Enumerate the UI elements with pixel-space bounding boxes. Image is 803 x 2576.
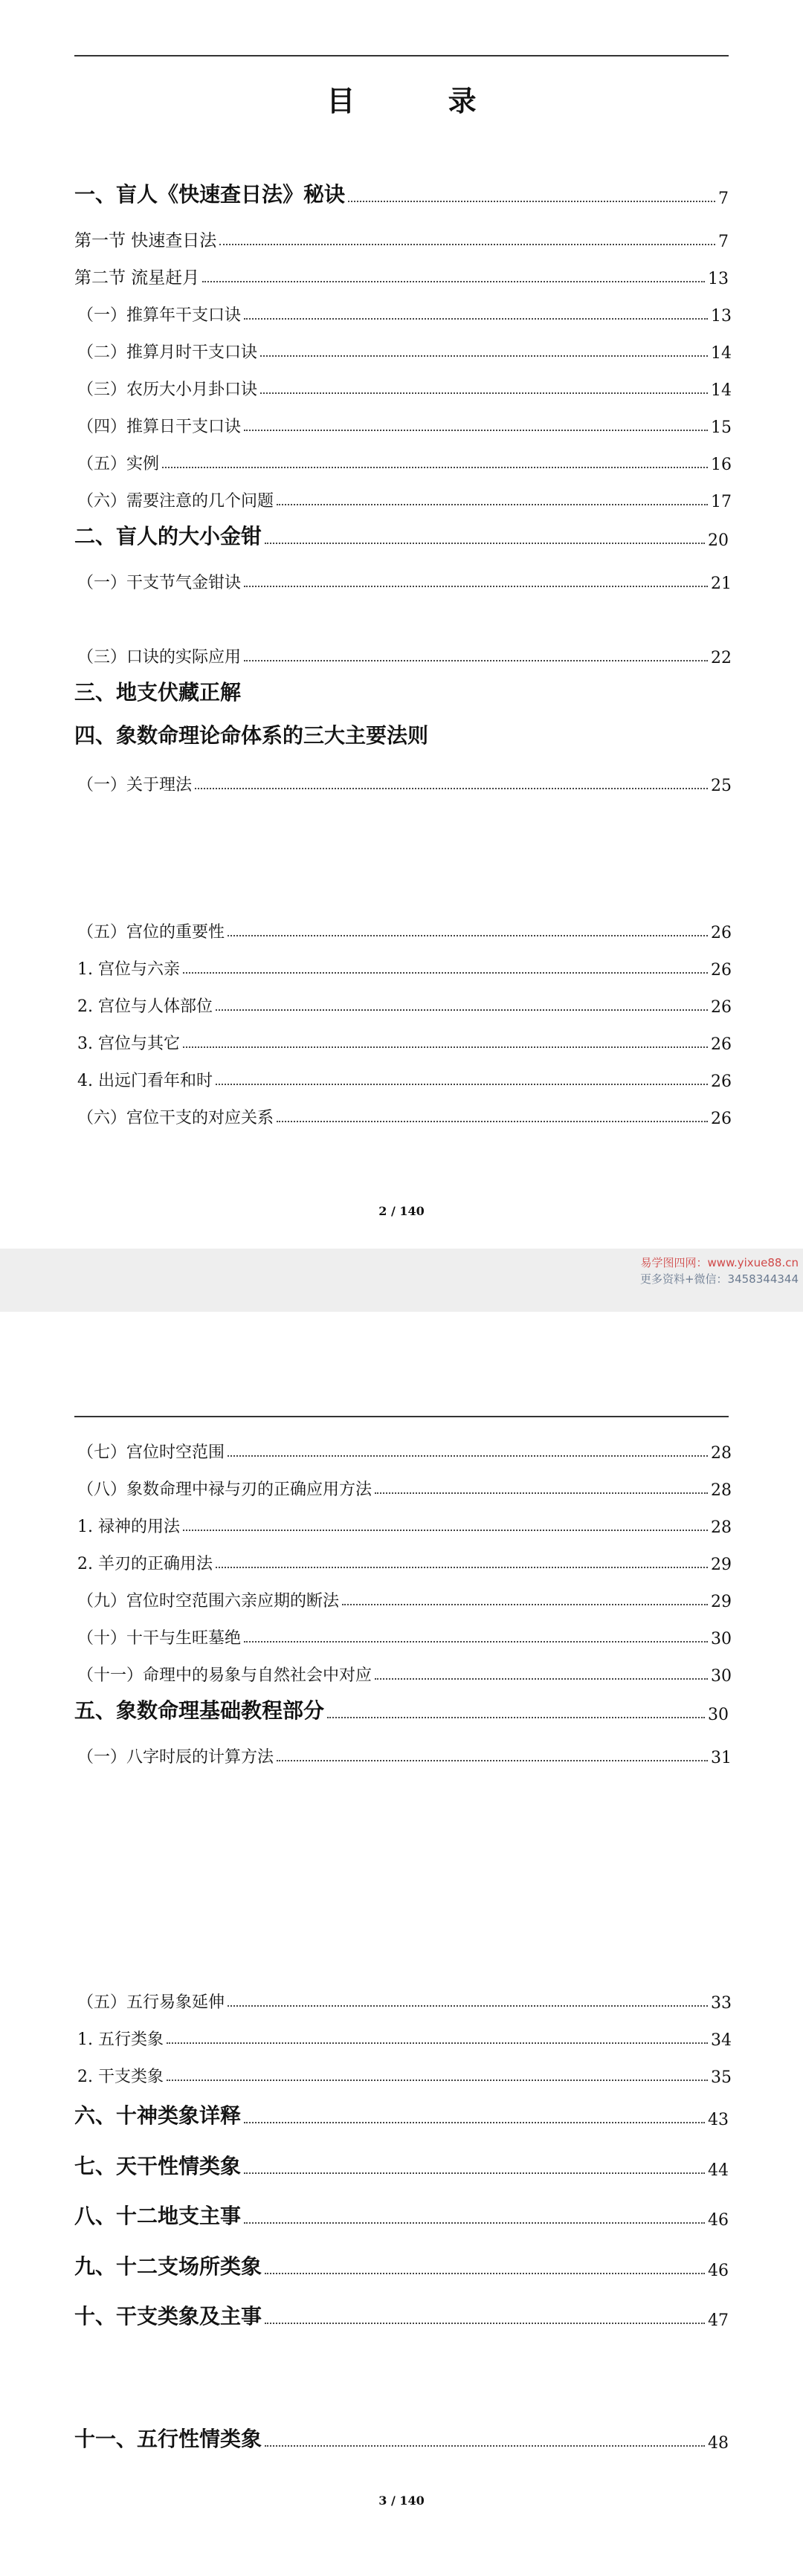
toc-entry-page: 34 <box>711 2031 732 2050</box>
toc-entry-label: 1. 五行类象 <box>77 2030 164 2049</box>
toc-entry-label: 1. 宫位与六亲 <box>77 960 180 979</box>
toc-entry[interactable] <box>77 333 732 363</box>
toc-entry-page: 15 <box>711 418 732 437</box>
toc-entry-label: 3. 宫位与其它 <box>77 1035 180 1053</box>
toc-leader-dots <box>342 1604 708 1605</box>
toc-entry[interactable] <box>74 2423 729 2453</box>
toc-entry-label: （十一）命理中的易象与自然社会中对应 <box>77 1666 373 1685</box>
watermark-line-2: 更多资料+微信：3458344344 <box>639 1272 799 1286</box>
toc-entry-page: 46 <box>708 2211 729 2230</box>
toc-leader-dots <box>375 1678 708 1680</box>
toc-entry-page: 30 <box>711 1630 732 1648</box>
toc-entry-label: （五）实例 <box>77 455 160 473</box>
toc-leader-dots <box>244 318 708 320</box>
toc-leader-dots <box>244 2122 705 2123</box>
toc-entry-label: 十、干支类象及主事 <box>74 2304 262 2329</box>
toc-entry[interactable] <box>77 1544 732 1574</box>
toc-entry-label: （九）宫位时空范围六亲应期的断法 <box>77 1592 340 1611</box>
toc-entry[interactable] <box>77 1098 732 1128</box>
toc-entry-page: 26 <box>711 1072 732 1091</box>
toc-leader-dots <box>228 1455 708 1457</box>
toc-entry-page: 29 <box>711 1556 732 1574</box>
toc-entry-page: 48 <box>708 2434 729 2453</box>
toc-leader-dots <box>216 1567 708 1568</box>
toc-leader-dots <box>327 1717 705 1718</box>
toc-entry-page: 26 <box>711 1035 732 1054</box>
toc-entry[interactable] <box>74 259 729 288</box>
toc-leader-dots <box>228 935 708 936</box>
watermark-line-1: 易学图四网：www.yixue88.cn <box>640 1256 799 1269</box>
toc-leader-dots <box>260 355 708 357</box>
toc-entry-page: 33 <box>711 1994 732 2013</box>
toc-entry-label: 一、盲人《快速查日法》秘诀 <box>74 182 346 207</box>
toc-entry-page: 26 <box>711 998 732 1017</box>
toc-entry-page: 25 <box>711 777 732 795</box>
toc-entry-page: 26 <box>711 1110 732 1128</box>
toc-entry-label: （七）宫位时空范围 <box>77 1443 225 1462</box>
toc-entry[interactable] <box>74 2200 729 2230</box>
toc-leader-dots <box>244 430 708 431</box>
toc-leader-dots <box>277 504 708 505</box>
toc-leader-dots <box>219 244 715 245</box>
document-page-3 <box>0 1312 803 2576</box>
toc-leader-dots <box>216 1009 708 1011</box>
toc-entry-label: （三）农历大小月卦口诀 <box>77 381 258 399</box>
toc-leader-dots <box>228 2005 708 2007</box>
toc-entry[interactable] <box>74 2100 729 2129</box>
toc-entry[interactable] <box>74 2250 729 2280</box>
toc-entry[interactable] <box>77 2057 732 2087</box>
toc-entry-label: 十一、五行性情类象 <box>74 2427 262 2451</box>
toc-leader-dots <box>244 660 708 661</box>
toc-entry[interactable] <box>77 766 732 795</box>
toc-entry-page: 31 <box>711 1749 732 1767</box>
toc-title: 目 录 <box>326 84 518 117</box>
toc-entry[interactable] <box>77 1470 732 1500</box>
toc-entry-label: 4. 出远门看年和时 <box>77 1072 213 1090</box>
toc-entry-label: （一）八字时辰的计算方法 <box>77 1748 274 1767</box>
toc-leader-dots <box>244 1641 708 1643</box>
watermark <box>640 1255 799 1287</box>
toc-entry-label: 2. 宫位与人体部位 <box>77 997 213 1016</box>
toc-entry-label: （五）五行易象延伸 <box>77 1993 225 2012</box>
toc-entry-label: （六）宫位干支的对应关系 <box>77 1109 274 1127</box>
toc-entry-page: 29 <box>711 1593 732 1611</box>
toc-leader-dots <box>183 1530 708 1531</box>
toc-entry[interactable] <box>77 444 732 474</box>
toc-leader-dots <box>167 2042 708 2044</box>
toc-entry-label: （八）象数命理中禄与刃的正确应用方法 <box>77 1480 373 1499</box>
toc-entry-page: 13 <box>711 307 732 326</box>
header-rule <box>74 1416 729 1417</box>
toc-leader-dots <box>244 586 708 587</box>
toc-entry-label: （六）需要注意的几个问题 <box>77 492 274 511</box>
toc-entry-page: 14 <box>711 344 732 363</box>
toc-entry-page: 17 <box>711 493 732 511</box>
toc-entry[interactable] <box>77 482 732 511</box>
toc-entry[interactable] <box>77 1656 732 1686</box>
toc-entry-label: 第二节 流星赶月 <box>74 268 200 288</box>
toc-entry-page: 22 <box>711 649 732 667</box>
toc-leader-dots <box>277 1121 708 1122</box>
toc-entry[interactable] <box>77 296 732 326</box>
toc-entry-page: 30 <box>708 1706 729 1724</box>
toc-entry[interactable] <box>77 1061 732 1091</box>
toc-entry-label: （十）十干与生旺墓绝 <box>77 1629 242 1648</box>
toc-entry-label: 2. 干支类象 <box>77 2068 164 2086</box>
toc-leader-dots <box>348 201 715 202</box>
toc-entry[interactable] <box>77 638 732 667</box>
toc-entry-label: 四、象数命理论命体系的三大主要法则 <box>74 723 429 748</box>
toc-entry-label: 九、十二支场所类象 <box>74 2254 262 2279</box>
toc-entry[interactable] <box>77 1738 732 1767</box>
toc-leader-dots <box>195 788 708 789</box>
toc-entry-label: （三）口诀的实际应用 <box>77 648 242 667</box>
toc-entry-label: （五）宫位的重要性 <box>77 923 225 942</box>
toc-leader-dots <box>216 1084 708 1085</box>
toc-leader-dots <box>265 2273 705 2274</box>
toc-leader-dots <box>202 281 705 282</box>
toc-leader-dots <box>183 1046 708 1048</box>
toc-entry[interactable] <box>74 1695 729 1724</box>
toc-entry[interactable] <box>77 563 732 593</box>
toc-entry[interactable] <box>77 407 732 437</box>
toc-entry[interactable] <box>77 913 732 942</box>
toc-entry-label: 二、盲人的大小金钳 <box>74 524 262 548</box>
toc-entry[interactable] <box>74 2300 729 2330</box>
toc-entry-label: （一）关于理法 <box>77 776 193 795</box>
toc-entry[interactable] <box>74 719 729 749</box>
toc-entry-label: （一）推算年干支口诀 <box>77 306 242 325</box>
toc-entry-label: （一）干支节气金钳诀 <box>77 574 242 592</box>
toc-entry[interactable] <box>74 676 729 706</box>
toc-entry-label: 七、天干性情类象 <box>74 2154 242 2178</box>
toc-entry-page: 26 <box>711 924 732 942</box>
toc-leader-dots <box>265 2445 705 2447</box>
toc-entry-page: 44 <box>708 2161 729 2180</box>
toc-entry[interactable] <box>77 1582 732 1611</box>
toc-entry-page: 28 <box>711 1481 732 1500</box>
toc-entry-page: 21 <box>711 575 732 593</box>
toc-entry-label: 1. 禄神的用法 <box>77 1518 180 1536</box>
toc-entry-label: 三、地支伏藏正解 <box>74 680 242 705</box>
toc-leader-dots <box>183 972 708 974</box>
toc-entry[interactable] <box>77 1619 732 1648</box>
toc-entry-page: 30 <box>711 1667 732 1686</box>
toc-entry[interactable] <box>77 1024 732 1054</box>
toc-entry[interactable] <box>77 370 732 400</box>
toc-entry[interactable] <box>77 2020 732 2050</box>
toc-entry-page: 46 <box>708 2262 729 2280</box>
toc-entry-label: 五、象数命理基础教程部分 <box>74 1698 325 1723</box>
toc-entry-page: 20 <box>708 531 729 550</box>
toc-entry-page: 35 <box>711 2068 732 2087</box>
toc-entry-page: 13 <box>708 270 729 288</box>
toc-entry-page: 28 <box>711 1444 732 1463</box>
page-number: 3 / 140 <box>378 2494 425 2508</box>
toc-entry[interactable] <box>74 2150 729 2180</box>
toc-entry[interactable] <box>74 178 729 208</box>
toc-leader-dots <box>162 467 708 468</box>
toc-entry-label: 第一节 快速查日法 <box>74 231 217 250</box>
toc-entry[interactable] <box>77 950 732 980</box>
toc-leader-dots <box>375 1492 708 1494</box>
toc-entry-label: 2. 羊刃的正确用法 <box>77 1555 213 1573</box>
toc-entry-page: 47 <box>708 2311 729 2330</box>
toc-leader-dots <box>277 1760 708 1761</box>
toc-entry[interactable] <box>77 1433 732 1463</box>
page-number: 2 / 140 <box>378 1204 425 1218</box>
toc-leader-dots <box>244 2172 705 2174</box>
toc-entry-page: 14 <box>711 381 732 400</box>
toc-leader-dots <box>244 2222 705 2224</box>
toc-entry-label: 六、十神类象详释 <box>74 2103 242 2128</box>
toc-entry[interactable] <box>77 1983 732 2013</box>
toc-entry[interactable] <box>77 1507 732 1537</box>
toc-entry[interactable] <box>74 221 729 251</box>
toc-leader-dots <box>265 2323 705 2324</box>
toc-entry[interactable] <box>77 987 732 1017</box>
toc-leader-dots <box>265 543 705 544</box>
toc-entry-page: 43 <box>708 2111 729 2129</box>
toc-entry-label: 八、十二地支主事 <box>74 2204 242 2228</box>
toc-leader-dots <box>260 392 708 394</box>
toc-entry-page: 7 <box>718 233 729 251</box>
toc-entry-label: （二）推算月时干支口诀 <box>77 343 258 362</box>
toc-entry-page: 7 <box>718 190 729 208</box>
toc-entry-page: 26 <box>711 961 732 980</box>
toc-entry-label: （四）推算日干支口诀 <box>77 418 242 436</box>
toc-entry-page: 16 <box>711 456 732 474</box>
header-rule <box>74 55 729 56</box>
document-page-2 <box>0 0 803 1249</box>
toc-entry[interactable] <box>74 520 729 550</box>
toc-leader-dots <box>167 2080 708 2081</box>
toc-entry-page: 28 <box>711 1518 732 1537</box>
